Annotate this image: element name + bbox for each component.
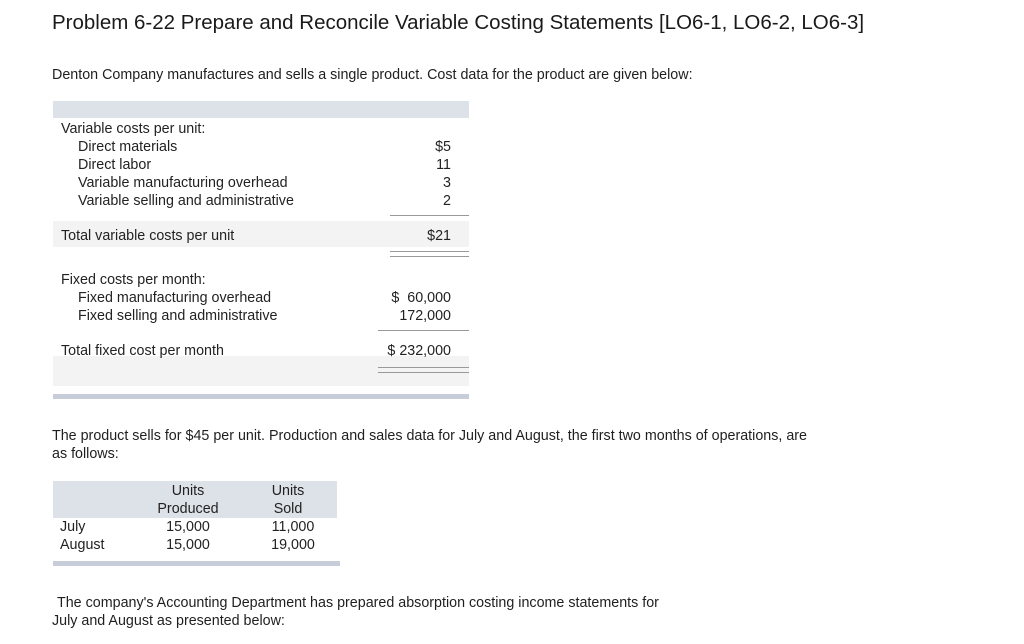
- intro-text: Denton Company manufactures and sells a single product. Cost data for the product are given below:: [52, 67, 693, 83]
- cost-label-variable-mfg-overhead: Variable manufacturing overhead: [78, 175, 288, 191]
- accounting-intro-text: [52, 594, 752, 630]
- accounting-intro-line-2: July and August as presented below:: [52, 613, 285, 629]
- total-fixed-label: Total fixed cost per month: [61, 343, 224, 359]
- accounting-intro-line-1: The company's Accounting Department has prepared absorption costing income statements for: [57, 595, 659, 611]
- sales-intro-text: The product sells for $45 per unit. Production and sales data for July and August, the first two months of operations, are as follows:: [52, 428, 807, 462]
- cost-label-fixed-selling-admin: Fixed selling and administrative: [78, 308, 278, 324]
- subtotal-rule: [390, 215, 469, 216]
- cost-value-fixed-selling-admin: 172,000: [399, 308, 451, 324]
- cost-data-table: [53, 101, 469, 398]
- cost-value-direct-materials: $5: [435, 139, 451, 155]
- units-produced-header-2: Produced: [157, 501, 219, 517]
- cost-value-variable-mfg-overhead: 3: [443, 175, 451, 191]
- units-row-august-month: August: [60, 537, 105, 553]
- table-header-bar: [53, 101, 469, 118]
- cost-value-variable-selling-admin: 2: [443, 193, 451, 209]
- units-sold-header-1: Units: [271, 483, 305, 499]
- subtotal-rule: [378, 330, 469, 331]
- fixed-costs-header: Fixed costs per month:: [61, 272, 206, 288]
- cost-label-fixed-mfg-overhead: Fixed manufacturing overhead: [78, 290, 272, 306]
- units-sold-header-2: Sold: [273, 501, 303, 517]
- units-produced-header-1: Units: [171, 483, 205, 499]
- cost-label-direct-materials: Direct materials: [78, 139, 178, 155]
- table-shade-band: [53, 356, 469, 386]
- units-footer-bar: [53, 561, 340, 566]
- page-title: Problem 6-22 Prepare and Reconcile Variable Costing Statements [LO6-1, LO6-2, LO6-3]: [52, 11, 865, 34]
- total-double-rule-bottom: [378, 372, 469, 373]
- total-double-rule-top: [378, 367, 469, 368]
- units-row-august-sold: 19,000: [271, 537, 315, 553]
- variable-costs-header: Variable costs per unit:: [61, 121, 206, 137]
- table-footer-bar: [53, 394, 469, 399]
- units-row-august-produced: 15,000: [166, 537, 210, 553]
- total-variable-value: $21: [427, 228, 451, 244]
- cost-value-direct-labor: 11: [436, 157, 451, 173]
- total-fixed-value: $ 232,000: [387, 343, 451, 359]
- total-double-rule-top: [390, 251, 469, 252]
- cost-label-direct-labor: Direct labor: [78, 157, 152, 173]
- units-row-july-sold: 11,000: [271, 519, 315, 535]
- cost-value-fixed-mfg-overhead: $ 60,000: [391, 290, 451, 306]
- total-double-rule-bottom: [390, 256, 469, 257]
- cost-label-variable-selling-admin: Variable selling and administrative: [78, 193, 294, 209]
- units-data-table: [53, 481, 340, 567]
- total-variable-label: Total variable costs per unit: [61, 228, 235, 244]
- units-row-july-month: July: [60, 519, 86, 535]
- units-row-july-produced: 15,000: [166, 519, 210, 535]
